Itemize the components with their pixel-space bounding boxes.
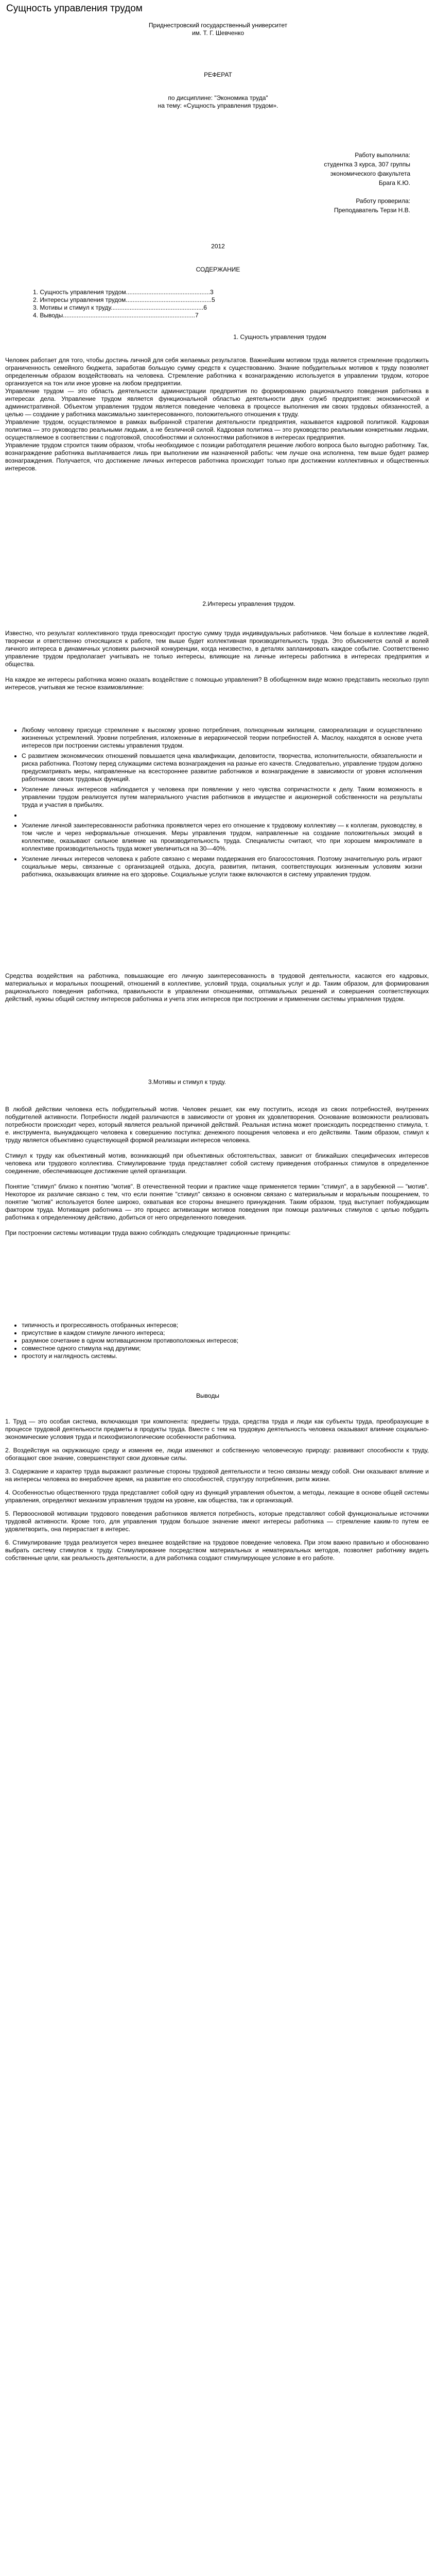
paragraph: Понятие "стимул" близко к понятию "мотив". В отечественной теории и практике чаще применяется термин "стимул", а в зарубежной — "мотив". Некоторое их различие связано с тем, что если понятие "стимул" связано в основном связано с материальным и моральным поощрением, то понятие "мотив" используется более широко, охватывая все стороны внешнего принуждения. Таким образом, труд выступает побуждающим фактором труда. Мотивация работника — это процесс активизации мотивов поведения при помощи различных стимулов с целью побудить работника к определенному действию, добиться от него определенного поведения. xyxy=(5,1183,429,1221)
section2-intro xyxy=(5,630,429,691)
performed-by-label: Работу выполнила: xyxy=(355,151,410,159)
toc-item[interactable]: 2. Интересы управления трудом..................................................5 xyxy=(33,296,215,303)
section1-body xyxy=(5,357,429,472)
list-item: • простоту и наглядность системы. xyxy=(22,1352,422,1360)
section3-body xyxy=(5,1106,429,1237)
list-item: • Усиление личных интересов наблюдается у человека при появлении у него чувства сопричастности к делу. Таким возможность в управлении трудом реализуется путем материального участия работников в имуществе и акционерной собственности на результаты труда и участия в прибылях. xyxy=(22,786,422,809)
conclusion-item: 3. Содержание и характер труда выражают различные стороны трудовой деятельности и тесно связаны между собой. Они оказывают влияние и на интересы человека во внерабочее время, на развитие его способностей, структуру потребления, ритм жизни. xyxy=(5,1468,429,1483)
conclusion-item: 5. Первоосновой мотивации трудового поведения работников является потребность, которые представляют собой функциональные источники трудовой активности. Кроме того, для управления трудом большое значение имеют интересы работника — стремление каким-то путем ее удовлетворить, она перерастает в интерес. xyxy=(5,1510,429,1533)
list-item: • С развитием экономических отношений повышается цена квалификации, деловитости, творчества, исполнительности, обязательности и риска работника. Поэтому перед служащими система вознаграждения на разные его качеств. Следовательно, управление трудом должно предусматривать меры, направленные на всестороннее развитие работников и вознаграждение в зависимости от уровня исполнения работником своих трудовых функций. xyxy=(22,752,422,783)
toc-item[interactable]: 1. Сущность управления трудом.................................................3 xyxy=(33,289,214,296)
conclusion-item: 1. Труд — это особая система, включающая три компонента: предметы труда, средства труда и люди как субъекты труда, преобразующие в процессе трудовой деятельности предметы в продукты труда. Вместе с тем на трудовую деятельность человека оказывают влияние социально-экономические условия труда и психофизиологические особенности работника. xyxy=(5,1418,429,1440)
list-item: • Усиление личных интересов человека к работе связано с мерами поддержания его благосостояния. Поэтому значительную роль играют социальные меры, связанные с организацией отдыха, досуга, развития, питания, соответствующих жизненным условиям жизни работника, оказывающих влияние на его здоровье. Социальные услуги также включаются в систему управления трудом. xyxy=(22,855,422,878)
section2-heading: 2.Интересы управления трудом. xyxy=(202,600,295,607)
toc-item[interactable]: 3. Мотивы и стимул к труду......................................................6 xyxy=(33,304,207,311)
paragraph: В любой действии человека есть побудительный мотив. Человек решает, как ему поступить, исходя из своих потребностей, внутренних побудителей активности. Потребности людей различаются в зависимости от уровня их удовлетворения. Основание возможности реализовать потребности происходит через, который является реальной причиной действий. Реальная истина может происходить посредственно стимула, т. е. инструмента, вынуждающего человека к совершению поступка: денежного поощрения человека и его действиям. Таким образом, стимул к труду является объективно существующей формой реализации интересов человека. xyxy=(5,1106,429,1144)
conclusion-item: 6. Стимулирование труда реализуется через внешнее воздействие на трудовое поведение человека. При этом важно правильно и обоснованно выбрать систему стимулов к труду. Стимулирование посредством материальных и нематериальных методов, позволяет работнику видеть собственные цели, как реальность деятельности, а для работника создают стимулирующее условие в его работе. xyxy=(5,1539,429,1562)
student-faculty: экономического факультета xyxy=(330,170,410,177)
topic: на тему: «Сущность управления трудом». xyxy=(158,102,278,109)
teacher-name: Преподаватель Терзи Н.В. xyxy=(334,207,410,214)
list-item: • Любому человеку присуще стремление к высокому уровню потребления, полноценным жилищем, самореализации и осуществлению жизненных устремлений. Уровни потребления, изложенные в иерархической теории потребностей А. Маслоу, находятся в основе учета интересов при построении системы управления трудом. xyxy=(22,726,422,750)
section1-heading: 1. Сущность управления трудом xyxy=(233,333,326,341)
university-name: Приднестровский государственный университет xyxy=(148,22,288,29)
paragraph: Управление трудом, осуществляемое в рамках выбранной стратегии деятельности предприятия, называется кадровой политикой. Кадровая политика — это руководство реальными людьми, а не безличной силой. Кадровая политика — это руководство реальными конкретными людьми, осуществляемое в соответствии с подготовкой, способностями и склонностями работников в интересах предприятия. xyxy=(5,418,429,441)
paragraph: Управление трудом — это область деятельности администрации предприятия по формированию рационального поведения работника в интересах дела. Управление трудом является функциональной областью деятельности двух служб предприятия: экономической и административной. Объектом управления трудом является поведение человека в процессе выполнения им своих трудовых обязанностей, а целью — создание у работника максимально заинтересованного, положительного отношения к труду. xyxy=(5,387,429,418)
toc-item[interactable]: 4. Выводы.............................................................................7 xyxy=(33,312,199,319)
conclusions-list xyxy=(5,1418,429,1568)
conclusions-heading: Выводы xyxy=(196,1392,219,1399)
table-of-contents xyxy=(33,289,270,319)
list-item: • типичность и прогрессивность отобранных интересов; xyxy=(22,1321,422,1329)
paragraph: На каждое же интересы работника можно оказать воздействие с помощью управления? В обобщенном виде можно представить несколько групп интересов, учитывая же тесное взаимовлияние: xyxy=(5,676,429,691)
list-item: • Усиление личной заинтересованности работника проявляется через его отношение к трудовому коллективу — к коллегам, руководству, в том числе и через неформальные отношения. Меры управления трудом, направленные на создание положительных эмоций в коллективе, оказывают сильное влияние на производительность труда. Специалисты считают, что при хорошем микроклимате в коллективе производительность труда может увеличиться на 30—40%. xyxy=(22,822,422,853)
paragraph: Управление трудом строится таким образом, чтобы необходимое с позиции работодателя решение любого вопроса было выгодно работнику. Так, вознаграждение работника выплачивается лишь при выполнении им назначенной работы: чем лучше она исполнена, тем выше будет размер вознаграждения. Получается, что достижение личных интересов работника происходит только при достижении коллективных и общественных интересов. xyxy=(5,442,429,472)
paragraph: Средства воздействия на работника, повышающие его личную заинтересованность в трудовой деятельности, касаются его кадровых, материальных и моральных поощрений, отношений в коллективе, условий труда, социальных услуг и др. Таким образом, для формирования рационального поведения работника, правильности в управлении отношениями, оптимальных решений и совершения соответствующих действий, нужны общий систему интересов работника и учета этих интересов при построении и применении системы управления трудом. xyxy=(5,972,429,1003)
list-item: • присутствие в каждом стимуле личного интереса; xyxy=(22,1329,422,1337)
list-item xyxy=(22,811,422,819)
list-item: • совместное одного стимула над другими; xyxy=(22,1345,422,1352)
paragraph: Человек работает для того, чтобы достичь личной для себя желаемых результатов. Важнейшим мотивом труда является стремление продолжить ограниченность семейного бюджета, заработав большую сумму средств к существованию. Знание побудительных мотивов к труду позволяет определенным образом воздействовать на человека. Стремление работника к вознаграждению используется в управлении трудом, которое организуется на тон или иное уровне на любом предприятии. xyxy=(5,357,429,387)
toc-heading: СОДЕРЖАНИЕ xyxy=(196,266,240,273)
year: 2012 xyxy=(211,243,225,250)
page-title: Сущность управления трудом xyxy=(6,3,143,14)
section3-heading: 3.Мотивы и стимул к труду. xyxy=(148,1078,226,1086)
section2-summary xyxy=(5,972,429,1003)
principles-list xyxy=(10,1321,422,1360)
conclusion-item: 2. Воздействуя на окружающую среду и изменяя ее, люди изменяют и собственную человеческую природу: развивают способности к труду, обогащают свое знание, совершенствуют свои духовные силы. xyxy=(5,1447,429,1462)
paragraph: При построении системы мотивации труда важно соблюдать следующие традиционные принципы: xyxy=(5,1229,291,1236)
list-item: • разумное сочетание в одном мотивационном противоположных интересов; xyxy=(22,1337,422,1345)
university-honorific: им. Т. Г. Шевченко xyxy=(191,29,245,37)
student-name: Брага К.Ю. xyxy=(378,179,410,187)
paragraph: Известно, что результат коллективного труда превосходит простую сумму труда индивидуальных работников. Чем больше в коллективе людей, творчески и ответственно относящихся к работе, тем выше будет коллективная производительность труда. Это объясняется силой и волей личного интереса в динамичных условиях рыночной конкуренции, когда неизвестно, в деталях запланировать каждое событие. Соответственно управление трудом предполагает учитывать не только интересы, влияющие на личные интересы работника в интересах предприятия и общества. xyxy=(5,630,429,668)
interests-list xyxy=(10,726,422,881)
student-course: студентка 3 курса, 307 группы xyxy=(324,161,410,168)
checked-by-label: Работу проверила: xyxy=(356,197,410,205)
paragraph: Стимул к труду как объективный мотив, возникающий при объективных обстоятельствах, зависит от ближайших специфических интересов человека или трудового коллектива. Стимулирование труда представляет собой систему приведения отобранных стимулов в определенное соединение, обеспечивающее достижение целей организации. xyxy=(5,1152,429,1175)
discipline: по дисциплине: "Экономика труда" xyxy=(168,94,268,101)
doc-type: РЕФЕРАТ xyxy=(204,71,232,78)
conclusion-item: 4. Особенностью общественного труда представляет собой одну из функций управления объектом, а методы, лежащие в основе общей системы управления, определяют механизм управления трудом на уровне, как общества, так и организаций. xyxy=(5,1489,429,1504)
